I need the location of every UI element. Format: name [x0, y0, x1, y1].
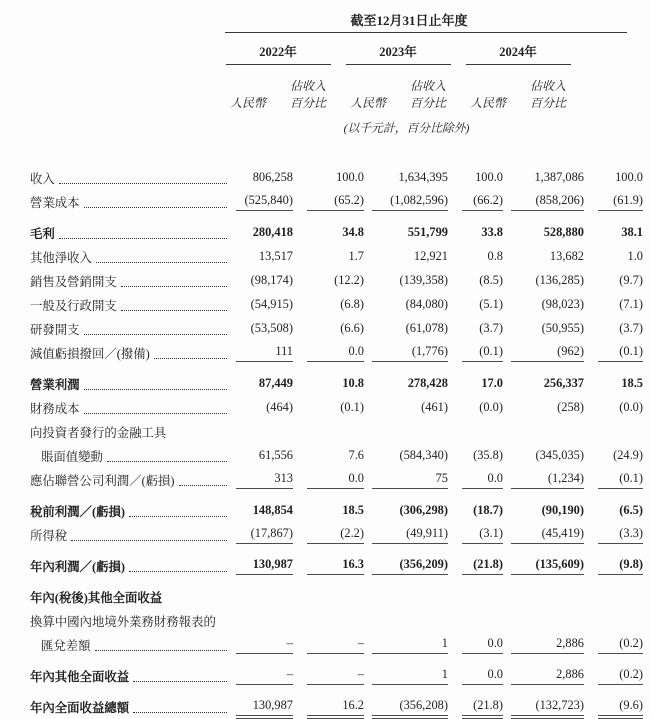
table-row [30, 630, 643, 654]
table-row [30, 465, 643, 489]
row-label-text: 年內其他全面收益 [30, 670, 130, 684]
row-label-text: 年內(稅後)其他全面收益 [30, 591, 163, 605]
cell-pct-2022: (0.1) [340, 400, 364, 414]
cell-rmb-2023: (461) [421, 400, 448, 414]
cell-rmb-2022: 148,854 [252, 503, 293, 517]
table-row [30, 218, 643, 242]
dot-leader [84, 207, 227, 208]
cell-pct-2022: – [293, 636, 364, 654]
cell-rmb-2024: (345,035) [535, 448, 584, 462]
row-label-text: 一般及行政開支 [30, 299, 117, 313]
row-label [30, 615, 230, 630]
dot-leader [71, 540, 227, 541]
cell-pct-2024: (3.7) [619, 321, 643, 335]
cell-pct-2024: (0.1) [584, 344, 643, 362]
cell-pct-2024: 18.5 [621, 376, 643, 390]
cell-pct-2024: (6.5) [619, 503, 643, 517]
row-label [30, 275, 230, 290]
cell-pct-2022: 16.3 [293, 557, 364, 575]
dot-leader [179, 485, 227, 486]
cell-pct-2023: (21.8) [448, 698, 503, 716]
cell-rmb-2023: (1,776) [364, 344, 448, 362]
table-row [30, 290, 643, 314]
row-label [30, 323, 230, 338]
table-row [30, 606, 643, 630]
cell-rmb-2022: 313 [230, 471, 293, 489]
cell-rmb-2024: 2,886 [503, 667, 584, 685]
row-label-text: 營業成本 [30, 196, 80, 210]
row-label-text: 研發開支 [30, 323, 80, 337]
table-row [30, 242, 643, 266]
cell-rmb-2024: (45,419) [503, 526, 584, 544]
cell-rmb-2022: 111 [230, 344, 293, 362]
row-label-text: 年內利潤／(虧損) [30, 560, 125, 574]
pct-header-line2: 百分比 [529, 96, 566, 110]
period-header-rule [225, 10, 627, 33]
cell-rmb-2023: 1 [364, 636, 448, 654]
row-label-text: 向投資者發行的金融工具 [30, 426, 167, 440]
table-row [30, 266, 643, 290]
row-label [30, 172, 230, 187]
cell-rmb-2022: (53,508) [250, 321, 293, 335]
cell-rmb-2024: 1,387,086 [534, 170, 584, 184]
row-label [30, 591, 230, 606]
rmb-header: 人民幣 [469, 96, 506, 110]
cell-pct-2023: (66.2) [448, 193, 503, 211]
cell-pct-2022: 18.5 [342, 503, 364, 517]
cell-pct-2022 [293, 604, 364, 606]
dot-leader [121, 310, 227, 311]
subcolumn-headers-row [218, 78, 643, 112]
pct-header [518, 78, 578, 112]
row-label [30, 347, 230, 362]
year-group-2022 [218, 42, 338, 65]
cell-rmb-2022: (54,915) [250, 297, 293, 311]
cell-pct-2024: (0.2) [584, 636, 643, 654]
cell-rmb-2023: 12,921 [413, 249, 448, 263]
cell-pct-2022: 1.7 [348, 249, 364, 263]
year-label-2022: 2022年 [226, 42, 331, 65]
cell-rmb-2024: (136,285) [535, 273, 584, 287]
cell-rmb-2023: 75 [364, 471, 448, 489]
row-label [30, 227, 230, 242]
cell-rmb-2024: (135,609) [503, 557, 584, 575]
cell-pct-2023: 17.0 [481, 376, 503, 390]
dot-leader [84, 413, 227, 414]
row-label [30, 670, 230, 685]
pct-header-line2: 百分比 [409, 96, 446, 110]
row-label [30, 560, 230, 575]
cell-rmb-2024: (50,955) [541, 321, 584, 335]
cell-rmb-2023: (356,208) [364, 698, 448, 716]
row-label-text: 減值虧損撥回／(撥備) [30, 347, 150, 361]
cell-pct-2022: (2.2) [293, 526, 364, 544]
cell-pct-2022: (12.2) [334, 273, 364, 287]
cell-pct-2023: 0.8 [487, 249, 503, 263]
dot-leader [133, 712, 227, 713]
dot-leader [96, 262, 227, 263]
table-row [30, 393, 643, 417]
table-row [30, 551, 643, 575]
dot-leader [154, 358, 227, 359]
cell-rmb-2022: 130,987 [230, 557, 293, 575]
cell-pct-2022: 0.0 [293, 471, 364, 489]
cell-pct-2023 [448, 604, 503, 606]
cell-pct-2024: (7.1) [619, 297, 643, 311]
cell-pct-2023: 33.8 [481, 225, 503, 239]
cell-rmb-2023: (49,911) [364, 526, 448, 544]
cell-rmb-2022: – [230, 636, 293, 654]
dot-leader [59, 238, 227, 239]
cell-pct-2023: (3.1) [448, 526, 503, 544]
cell-pct-2022: (65.2) [293, 193, 364, 211]
unit-note: (以千元計，百分比除外) [343, 121, 470, 135]
cell-pct-2024: (0.2) [584, 667, 643, 685]
cell-rmb-2022: 806,258 [252, 170, 293, 184]
row-label [30, 529, 230, 544]
cell-rmb-2023: (356,209) [364, 557, 448, 575]
cell-rmb-2024: (1,234) [503, 471, 584, 489]
cell-rmb-2024: 2,886 [503, 636, 584, 654]
cell-rmb-2023: 278,428 [407, 376, 448, 390]
table-row [30, 661, 643, 685]
cell-rmb-2023: (139,358) [399, 273, 448, 287]
pct-header-line1: 佔收入 [409, 79, 446, 93]
row-label-text: 賬面值變動 [41, 450, 103, 464]
cell-rmb-2022: – [230, 667, 293, 685]
cell-pct-2022: 34.8 [342, 225, 364, 239]
table-row [30, 582, 643, 606]
year-group-2024 [458, 42, 578, 65]
row-label-text: 收入 [30, 172, 55, 186]
cell-pct-2023: (35.8) [473, 448, 503, 462]
cell-pct-2022: 100.0 [336, 170, 364, 184]
row-label [30, 378, 230, 393]
pct-header [278, 78, 338, 112]
cell-rmb-2023: 1 [364, 667, 448, 685]
dot-leader [84, 334, 227, 335]
cell-rmb-2024 [503, 628, 584, 630]
dot-leader [129, 571, 227, 572]
cell-rmb-2022: 61,556 [258, 448, 293, 462]
cell-pct-2023: 100.0 [475, 170, 503, 184]
table-row [30, 441, 643, 465]
cell-rmb-2022 [230, 628, 293, 630]
table-row [30, 314, 643, 338]
row-label-text: 毛利 [30, 227, 55, 241]
cell-pct-2022: 10.8 [342, 376, 364, 390]
cell-pct-2024: 100.0 [615, 170, 643, 184]
cell-rmb-2023: (84,080) [405, 297, 448, 311]
cell-rmb-2024: 256,337 [543, 376, 584, 390]
cell-pct-2024: (0.0) [619, 400, 643, 414]
dot-leader [133, 681, 227, 682]
table-row [30, 187, 643, 211]
row-label-text: 稅前利潤／(虧損) [30, 505, 125, 519]
cell-rmb-2024: (258) [557, 400, 584, 414]
cell-pct-2024: 1.0 [627, 249, 643, 263]
dot-leader [84, 389, 227, 390]
cell-rmb-2024: (98,023) [541, 297, 584, 311]
cell-rmb-2023: 551,799 [407, 225, 448, 239]
dot-leader [121, 286, 227, 287]
cell-pct-2022: – [293, 667, 364, 685]
row-label [30, 251, 230, 266]
cell-rmb-2022: (98,174) [250, 273, 293, 287]
cell-rmb-2024: (90,190) [541, 503, 584, 517]
cell-pct-2023: 0.0 [448, 667, 503, 685]
dot-leader [107, 461, 227, 462]
pct-header-line2: 百分比 [289, 96, 326, 110]
row-label [30, 701, 230, 716]
cell-pct-2024: (61.9) [584, 193, 643, 211]
pct-header-line1: 佔收入 [529, 79, 566, 93]
row-label-text: 匯兌差額 [41, 639, 91, 653]
cell-rmb-2023: (1,082,596) [364, 193, 448, 211]
row-label [30, 505, 230, 520]
cell-pct-2023: (0.0) [479, 400, 503, 414]
cell-pct-2022: 7.6 [348, 448, 364, 462]
row-label [30, 196, 230, 211]
cell-pct-2022: 16.2 [293, 698, 364, 716]
cell-rmb-2024: (962) [503, 344, 584, 362]
row-label-text: 年內全面收益總額 [30, 701, 130, 715]
cell-rmb-2022 [230, 439, 293, 441]
row-label-text: 其他淨收入 [30, 251, 92, 265]
row-label-text: 財務成本 [30, 402, 80, 416]
table-body [30, 163, 643, 716]
cell-pct-2022: 0.0 [293, 344, 364, 362]
cell-pct-2024: (0.1) [584, 471, 643, 489]
cell-rmb-2022: 87,449 [258, 376, 293, 390]
table-row [30, 369, 643, 393]
period-header: 截至12月31日止年度 [350, 13, 468, 28]
cell-pct-2023: (3.7) [479, 321, 503, 335]
cell-pct-2022 [293, 439, 364, 441]
row-label [30, 299, 230, 314]
table-row [30, 417, 643, 441]
cell-pct-2024: (3.3) [584, 526, 643, 544]
pct-header-line1: 佔收入 [289, 79, 326, 93]
cell-pct-2024 [584, 439, 643, 441]
cell-pct-2024 [584, 604, 643, 606]
row-label-text: 所得稅 [30, 529, 68, 543]
dot-leader [129, 516, 227, 517]
cell-rmb-2023 [364, 604, 448, 606]
row-label [30, 402, 230, 417]
row-label [30, 426, 230, 441]
table-row [30, 338, 643, 362]
cell-rmb-2024 [503, 604, 584, 606]
cell-rmb-2022: 280,418 [252, 225, 293, 239]
cell-rmb-2023: (584,340) [399, 448, 448, 462]
cell-pct-2024 [584, 628, 643, 630]
year-headers-row [218, 42, 643, 65]
cell-pct-2022: (6.8) [340, 297, 364, 311]
cell-pct-2023 [448, 628, 503, 630]
cell-pct-2023: (18.7) [473, 503, 503, 517]
cell-pct-2023: (21.8) [448, 557, 503, 575]
row-label-text: 銷售及營銷開支 [30, 275, 117, 289]
cell-rmb-2024 [503, 439, 584, 441]
cell-rmb-2024: (858,206) [503, 193, 584, 211]
cell-pct-2023: 0.0 [448, 471, 503, 489]
cell-pct-2023: (8.5) [479, 273, 503, 287]
cell-rmb-2023: (61,078) [405, 321, 448, 335]
cell-pct-2024: (9.8) [584, 557, 643, 575]
cell-pct-2023: 0.0 [448, 636, 503, 654]
cell-rmb-2022: 13,517 [258, 249, 293, 263]
cell-pct-2023: (5.1) [479, 297, 503, 311]
cell-pct-2023 [448, 439, 503, 441]
cell-pct-2024: (9.7) [619, 273, 643, 287]
table-row [30, 163, 643, 187]
year-group-2023 [338, 42, 458, 65]
table-row [30, 520, 643, 544]
row-label-text: 營業利潤 [30, 378, 80, 392]
rmb-header: 人民幣 [229, 96, 266, 110]
year-label-2024: 2024年 [466, 42, 571, 65]
dot-leader [59, 183, 227, 184]
cell-pct-2024: (24.9) [613, 448, 643, 462]
cell-pct-2024: 38.1 [621, 225, 643, 239]
row-label [30, 474, 230, 489]
cell-rmb-2024: 13,682 [549, 249, 584, 263]
row-label-text: 換算中國內地境外業務財務報表的 [30, 615, 216, 629]
row-label-text: 應佔聯營公司利潤／(虧損) [30, 474, 175, 488]
cell-rmb-2022 [230, 604, 293, 606]
row-label [30, 639, 230, 654]
cell-rmb-2023 [364, 628, 448, 630]
pct-header [398, 78, 458, 112]
table-row [30, 692, 643, 716]
cell-rmb-2023: 1,634,395 [398, 170, 448, 184]
cell-rmb-2024: (132,723) [503, 698, 584, 716]
row-label [30, 450, 230, 465]
cell-rmb-2023 [364, 439, 448, 441]
dot-leader [95, 650, 227, 651]
cell-pct-2022: (6.6) [340, 321, 364, 335]
cell-pct-2024: (9.6) [584, 698, 643, 716]
cell-rmb-2022: 130,987 [230, 698, 293, 716]
rmb-header: 人民幣 [349, 96, 386, 110]
cell-rmb-2022: (17,867) [230, 526, 293, 544]
cell-rmb-2023: (306,298) [399, 503, 448, 517]
cell-pct-2023: (0.1) [448, 344, 503, 362]
year-label-2023: 2023年 [346, 42, 451, 65]
cell-rmb-2022: (525,840) [230, 193, 293, 211]
cell-rmb-2024: 528,880 [543, 225, 584, 239]
cell-rmb-2022: (464) [266, 400, 293, 414]
cell-pct-2022 [293, 628, 364, 630]
table-row [30, 496, 643, 520]
